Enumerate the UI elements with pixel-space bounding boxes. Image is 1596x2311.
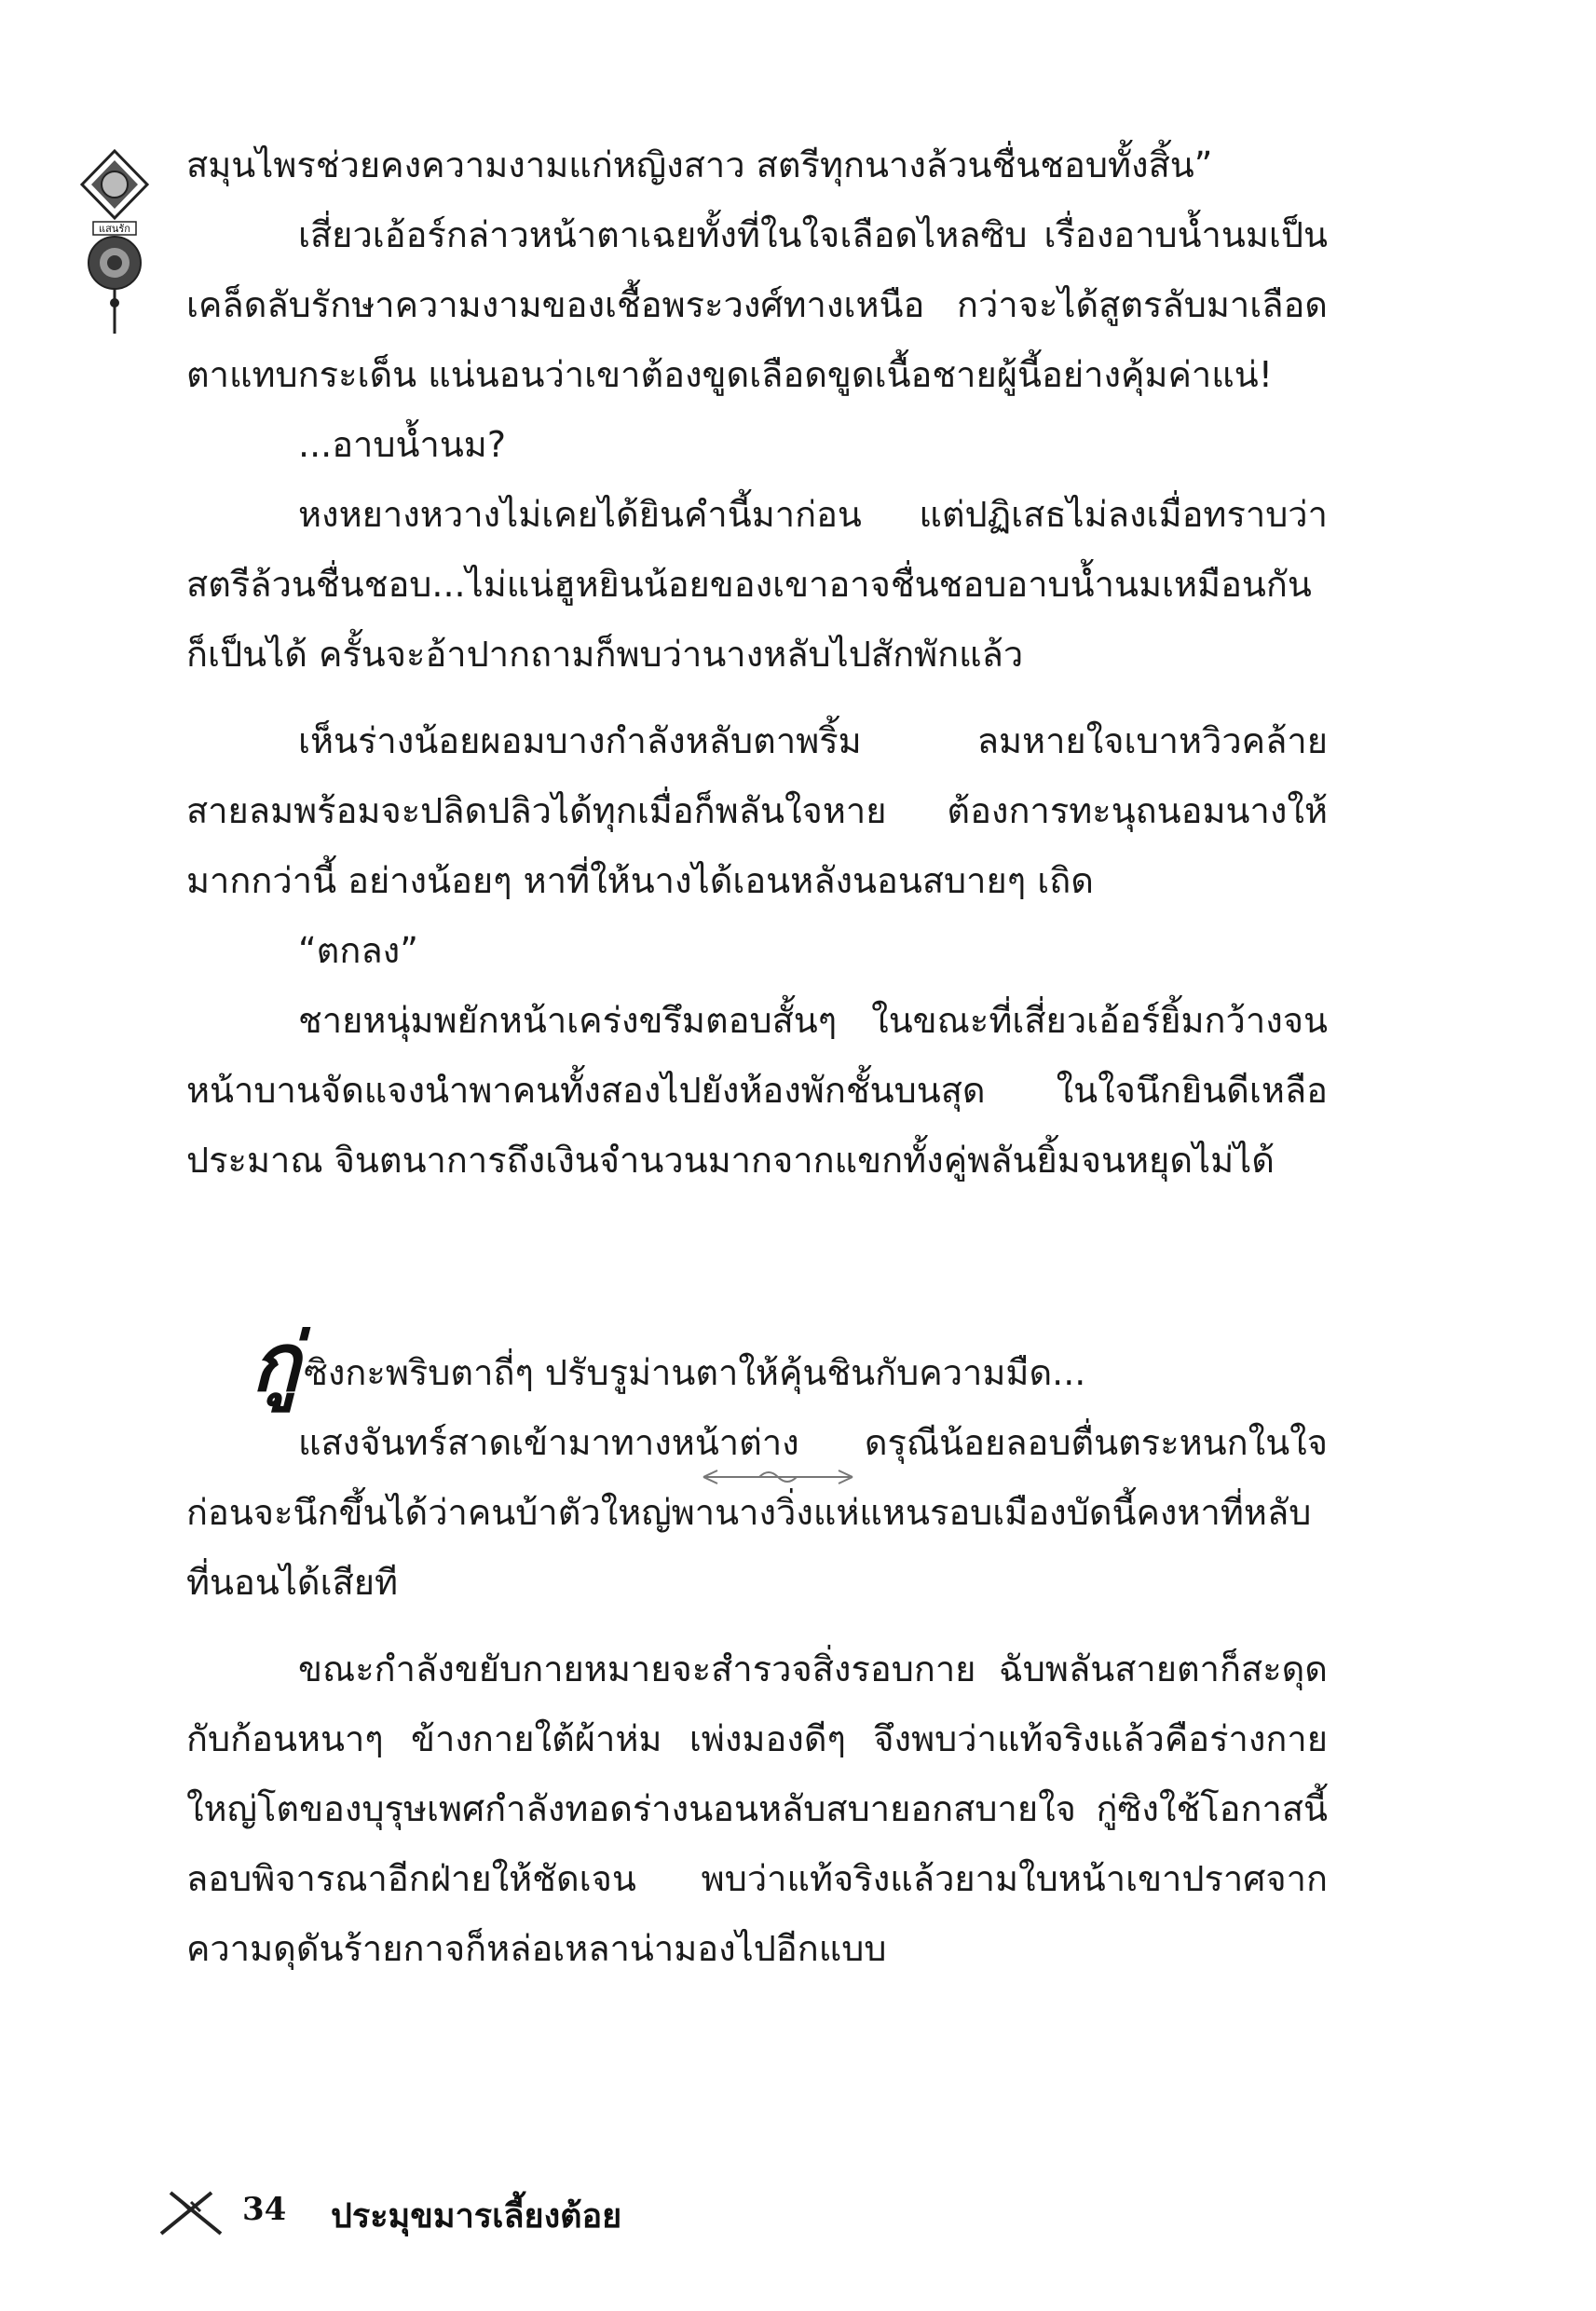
dropcap-text: ซิงกะพริบตาถี่ๆ ปรับรูม่านตาให้คุ้นชินกับความมืด... bbox=[304, 1352, 1086, 1393]
paragraph: ขณะกำลังขยับกายหมายจะสำรวจสิ่งรอบกาย ฉับพลันสายตาก็สะดุดกับก้อนหนาๆ ข้างกายใต้ผ้าห่ม เพ่งมองดีๆ จึงพบว่าแท้จริงแล้วคือร่างกายใหญ่โตของบุรุษเพศกำลังทอดร่างนอนหลับสบายอกสบายใจ กู่ซิงใช้โอกาสนี้ลอบพิจารณาอีกฝ่ายให้ชัดเจน พบว่าแท้จริงแล้วยามใบหน้าเขาปราศจากความดุดันร้ายกาจก็หล่อเหลาน่ามองไปอีกแบบ bbox=[186, 1648, 1328, 1969]
publisher-emblem bbox=[73, 149, 157, 335]
paragraph: สมุนไพรช่วยคงความงามแก่หญิงสาว สตรีทุกนางล้วนชื่นชอบทั้งสิ้น” bbox=[186, 144, 1213, 185]
body-text bbox=[186, 130, 1328, 1984]
page-footer bbox=[154, 2185, 806, 2241]
running-title: ประมุขมารเลี้ยงต้อย bbox=[331, 2197, 622, 2236]
crossed-swords-icon bbox=[154, 2185, 228, 2241]
dropcap-paragraph bbox=[186, 1316, 1328, 1410]
drop-cap: กู่ bbox=[252, 1316, 301, 1410]
paragraph: ชายหนุ่มพยักหน้าเคร่งขรึมตอบสั้นๆ ในขณะที่เสี่ยวเอ้อร์ยิ้มกว้างจนหน้าบานจัดแจงนำพาคนทั้งสองไปยังห้องพักชั้นบนสุด ในใจนึกยินดีเหลือประมาณ จินตนาการถึงเงินจำนวนมากจากแขกทั้งคู่พลันยิ้มจนหยุดไม่ได้ bbox=[186, 1000, 1328, 1181]
paragraph: เห็นร่างน้อยผอมบางกำลังหลับตาพริ้ม ลมหายใจเบาหวิวคล้ายสายลมพร้อมจะปลิดปลิวได้ทุกเมื่อก็พลันใจหาย ต้องการทะนุถนอมนางให้มากกว่านี้ อย่างน้อยๆ หาที่ให้นางได้เอนหลังนอนสบายๆ เถิด bbox=[186, 720, 1328, 901]
paragraph: ...อาบน้ำนม? bbox=[298, 424, 507, 465]
emblem-label: แสนรัก bbox=[99, 223, 130, 235]
paragraph: “ตกลง” bbox=[298, 930, 418, 971]
paragraph: เสี่ยวเอ้อร์กล่าวหน้าตาเฉยทั้งที่ในใจเลือดไหลซิบ เรื่องอาบน้ำนมเป็นเคล็ดลับรักษาความงามของเชื้อพระวงศ์ทางเหนือ กว่าจะได้สูตรลับมาเลือดตาแทบกระเด็น แน่นอนว่าเขาต้องขูดเลือดขูดเนื้อชายผู้นี้อย่างคุ้มค่าแน่! bbox=[186, 214, 1328, 395]
page-number: 34 bbox=[242, 2191, 287, 2228]
paragraph: หงหยางหวางไม่เคยได้ยินคำนี้มาก่อน แต่ปฏิเสธไม่ลงเมื่อทราบว่าสตรีล้วนชื่นชอบ...ไม่แน่ฮูหยินน้อยของเขาอาจชื่นชอบอาบน้ำนมเหมือนกันก็เป็นได้ ครั้นจะอ้าปากถามก็พบว่านางหลับไปสักพักแล้ว bbox=[186, 494, 1328, 675]
emblem-icon bbox=[73, 149, 157, 335]
paragraph: แสงจันทร์สาดเข้ามาทางหน้าต่าง ดรุณีน้อยลอบตื่นตระหนกในใจก่อนจะนึกขึ้นได้ว่าคนบ้าตัวใหญ่พานางวิ่งแห่แหนรอบเมืองบัดนี้คงหาที่หลับที่นอนได้เสียที bbox=[186, 1422, 1328, 1603]
section-divider-icon bbox=[694, 1463, 862, 1491]
